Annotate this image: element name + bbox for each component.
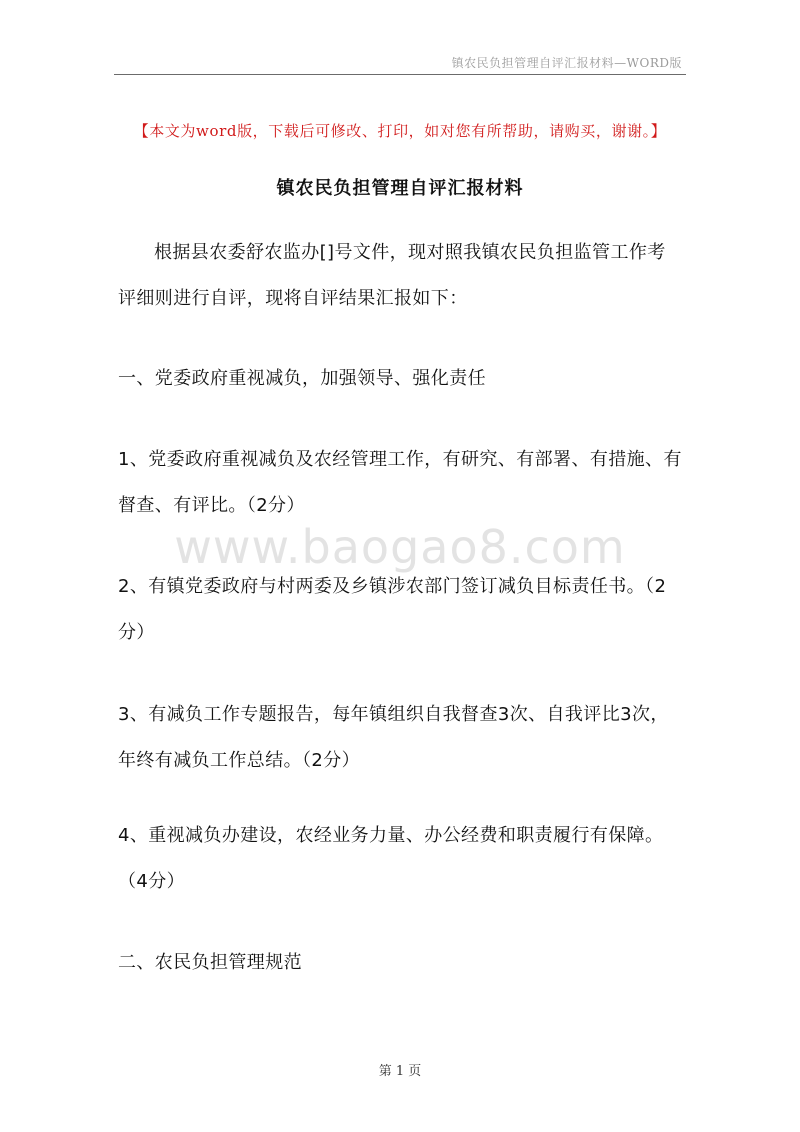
item-4-paragraph: 4、重视减负办建设，农经业务力量、办公经费和职责履行有保障。（4分）: [118, 825, 664, 892]
header-divider: [114, 74, 686, 75]
item-3-paragraph: 3、有减负工作专题报告，每年镇组织自我督查3次、自我评比3次，年终有减负工作总结。（2分）: [118, 704, 669, 771]
watermark: www.baogao8.com: [174, 520, 626, 574]
section-2-heading: 二、农民负担管理规范: [118, 952, 302, 973]
running-header: 镇农民负担管理自评汇报材料—WORD版: [451, 56, 682, 70]
section-1-heading: 一、党委政府重视减负，加强领导、强化责任: [118, 368, 486, 389]
document-title: 镇农民负担管理自评汇报材料: [276, 178, 524, 199]
page-number: 第 1 页: [378, 1064, 422, 1079]
download-notice: 【本文为word版，下载后可修改、打印，如对您有所帮助，请购买，谢谢。】: [133, 122, 667, 140]
item-2-paragraph: 2、有镇党委政府与村两委及乡镇涉农部门签订减负目标责任书。（2分）: [118, 576, 667, 643]
intro-paragraph: 根据县农委舒农监办[]号文件，现对照我镇农民负担监管工作考评细则进行自评，现将自评结果汇报如下：: [118, 242, 666, 309]
item-1-paragraph: 1、党委政府重视减负及农经管理工作，有研究、有部署、有措施、有督查、有评比。（2分）: [118, 449, 682, 516]
